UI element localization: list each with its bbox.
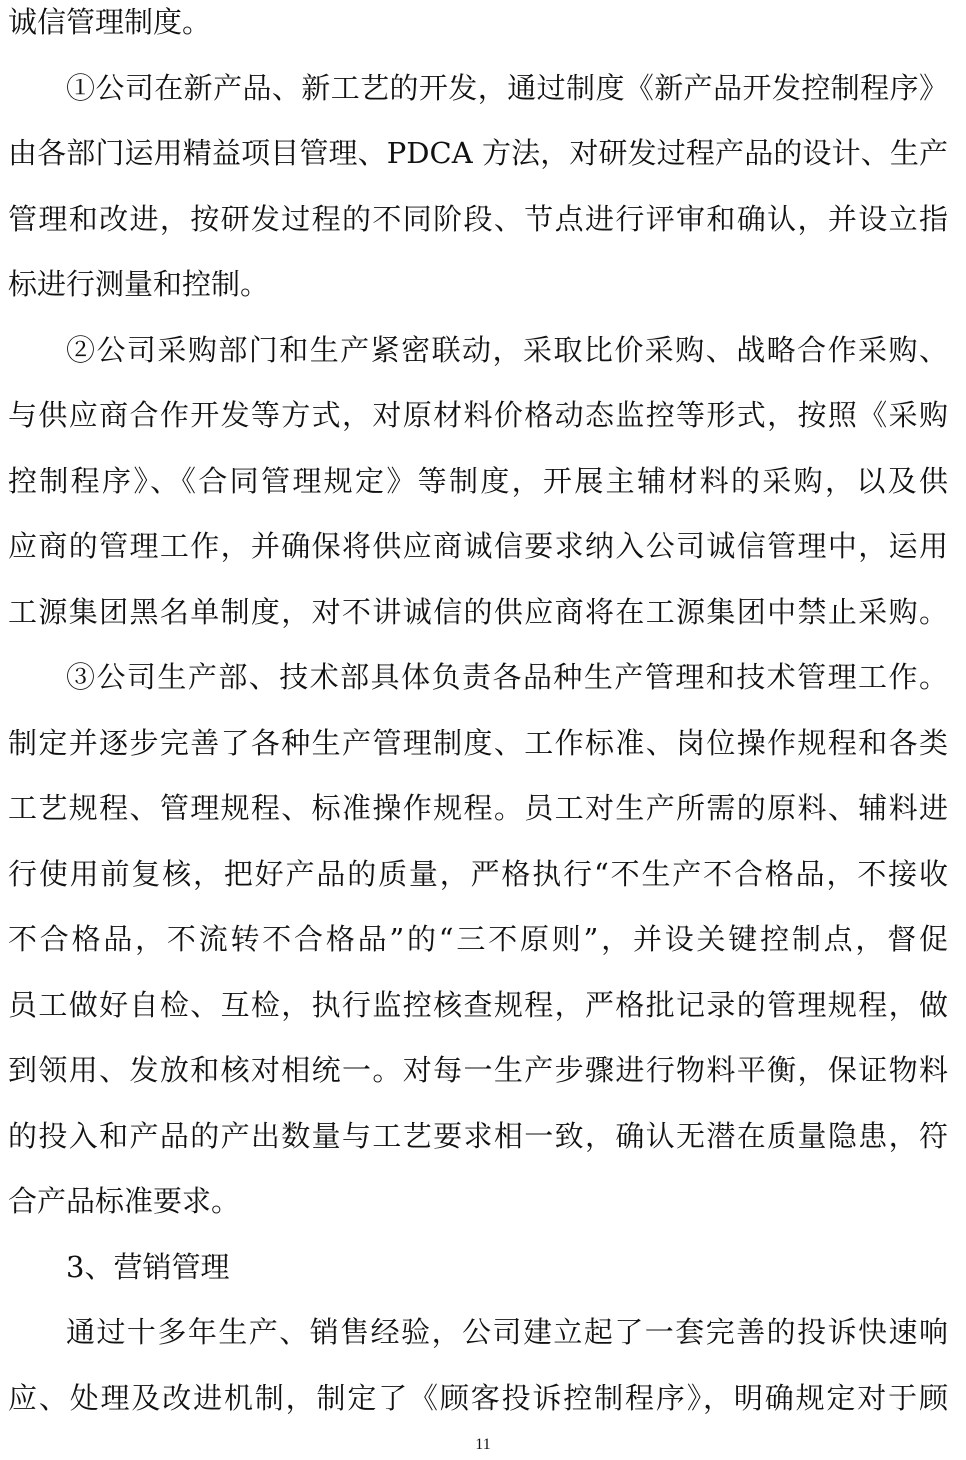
text-line: 合产品标准要求。 (8, 1184, 241, 1218)
text-line: 标进行测量和控制。 (8, 267, 270, 301)
text-line: 管理和改进，按研发过程的不同阶段、节点进行评审和确认，并设立指 (8, 201, 948, 236)
page-number: 11 (475, 1436, 491, 1453)
text-line: 工源集团黑名单制度，对不讲诚信的供应商将在工源集团中禁止采购。 (8, 594, 948, 629)
text-line: 控制程序》、《合同管理规定》等制度，开展主辅材料的采购，以及供 (8, 463, 948, 498)
text-line: 的投入和产品的产出数量与工艺要求相一致，确认无潜在质量隐患，符 (8, 1118, 948, 1153)
text-line: 不合格品，不流转不合格品”的“三不原则”，并设关键控制点，督促 (8, 922, 948, 956)
text-line: 与供应商合作开发等方式，对原材料价格动态监控等形式，按照《采购 (8, 398, 948, 432)
document-body (8, 0, 948, 1441)
text-line: 到领用、发放和核对相统一。对每一生产步骤进行物料平衡，保证物料 (8, 1053, 948, 1087)
text-line: 应商的管理工作，并确保将供应商诚信要求纳入公司诚信管理中，运用 (8, 529, 948, 563)
text-line: ②公司采购部门和生产紧密联动，采取比价采购、战略合作采购、 (66, 332, 948, 367)
text-line: ③公司生产部、技术部具体负责各品种生产管理和技术管理工作。 (66, 660, 948, 694)
text-line: 诚信管理制度。 (8, 5, 212, 39)
text-line: 应、处理及改进机制，制定了《顾客投诉控制程序》，明确规定对于顾 (8, 1380, 948, 1415)
text-line: 制定并逐步完善了各种生产管理制度、工作标准、岗位操作规程和各类 (8, 725, 948, 760)
text-line: 员工做好自检、互检，执行监控核查规程，严格批记录的管理规程，做 (8, 987, 948, 1022)
text-line: 由各部门运用精益项目管理、PDCA 方法，对研发过程产品的设计、生产 (8, 136, 948, 170)
text-line: ①公司在新产品、新工艺的开发，通过制度《新产品开发控制程序》 (66, 70, 948, 105)
text-line: 通过十多年生产、销售经验，公司建立起了一套完善的投诉快速响 (66, 1315, 948, 1349)
section-heading: 3、营销管理 (66, 1249, 230, 1284)
text-line: 工艺规程、管理规程、标准操作规程。员工对生产所需的原料、辅料进 (8, 791, 948, 825)
text-line: 行使用前复核，把好产品的质量，严格执行“不生产不合格品，不接收 (8, 856, 948, 891)
